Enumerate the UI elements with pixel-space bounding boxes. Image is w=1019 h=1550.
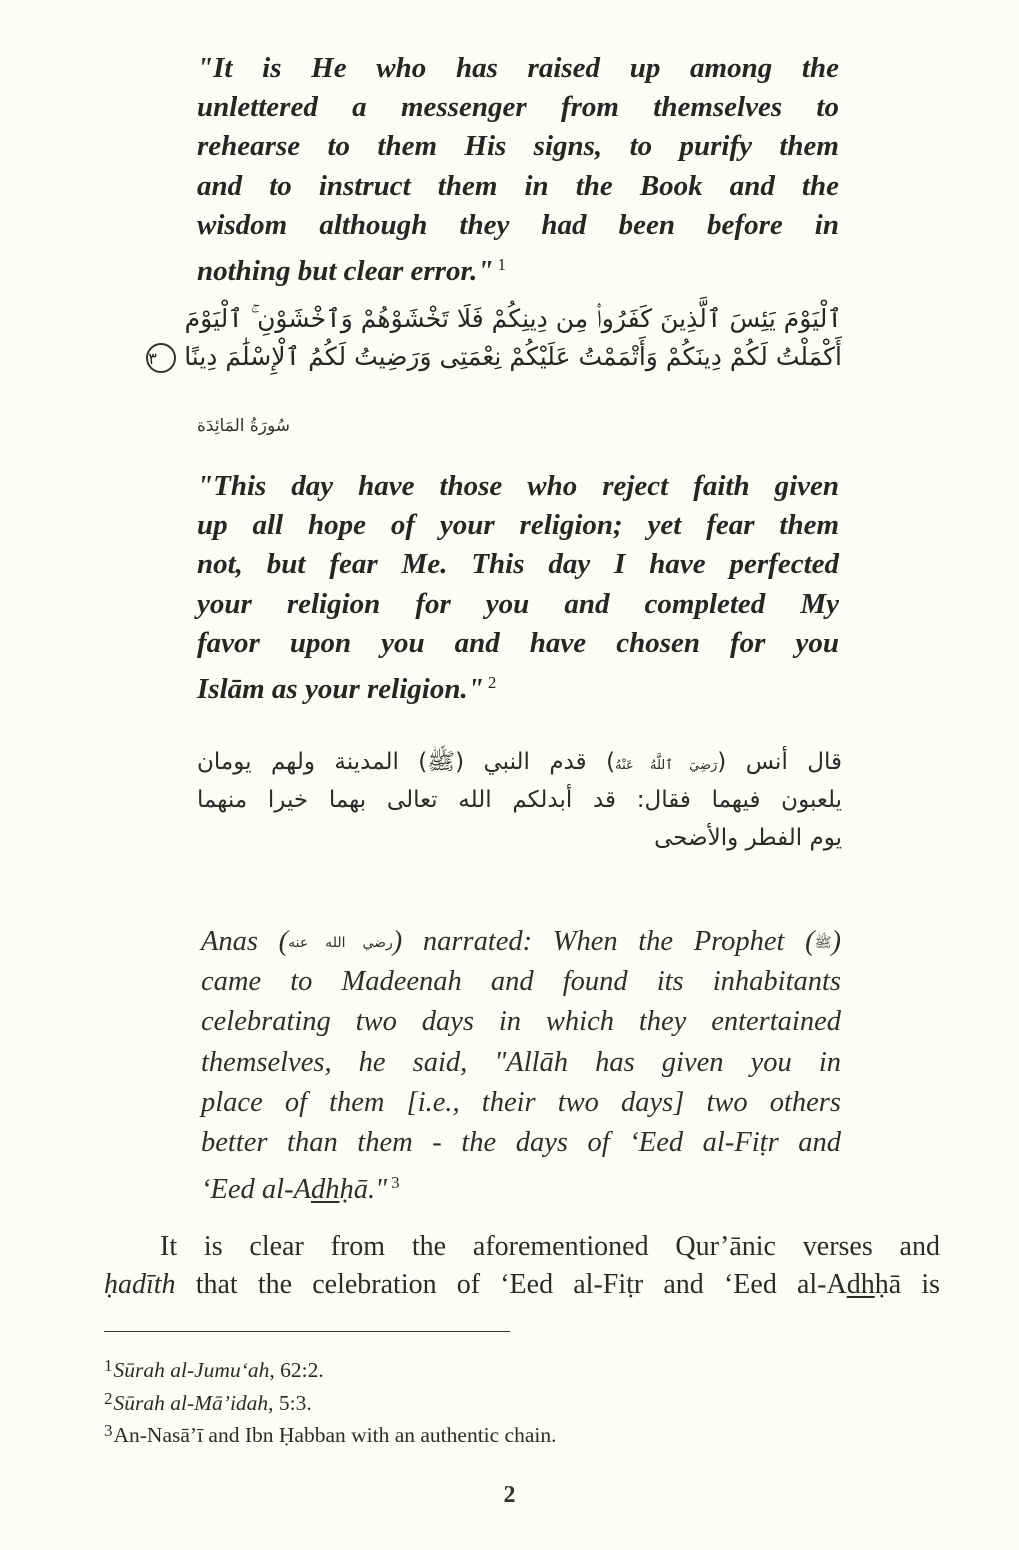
footnote-ref-text: , 5:3.	[268, 1390, 312, 1415]
honorific-companion-icon: رَضِيَ ٱللَّهُ عَنْهُ	[615, 758, 718, 773]
arabic-text: المدينة ولهم يومان	[197, 749, 399, 775]
hadith-line: themselves, he said, "Allāh has given you in	[201, 1046, 841, 1078]
footnote-ref-text: An-Nasā’ī and Ibn Ḥabban with an authentic chain.	[113, 1423, 557, 1447]
italic-term: ḥadīth	[104, 1269, 176, 1300]
quote-text: Islām as your religion."	[197, 672, 484, 705]
verse-number-ornament-icon: ٣	[146, 343, 176, 373]
underlined-text: dh	[846, 1269, 875, 1300]
arabic-verse-text: أَكْمَلْتُ لَكُمْ دِينَكُمْ وَأَتْمَمْتُ عَلَيْكُمْ نِعْمَتِى وَرَضِيتُ لَكُمُ ٱلْإِسْلَٰمَ دِينًا	[184, 342, 842, 371]
footnote-3	[104, 1417, 804, 1450]
footnote-1	[104, 1352, 804, 1385]
footnote-2	[104, 1385, 804, 1418]
quote-line-last	[197, 663, 839, 705]
arabic-hadith-line: يوم الفطر والأضحى	[654, 825, 842, 851]
page-number: 2	[503, 1482, 516, 1508]
footnote-source: Sūrah al-Jumu‘ah	[113, 1358, 270, 1382]
text: ḥā is	[874, 1269, 940, 1300]
quote-line-last	[197, 245, 839, 287]
footnote-number: 1	[104, 1356, 113, 1375]
quote-line: up all hope of your religion; yet fear them	[197, 509, 839, 542]
underlined-text: dh	[311, 1174, 340, 1206]
paragraph-line: It is clear from the aforementioned Qur’ānic verses and	[160, 1231, 940, 1262]
quote-line: favor upon you and have chosen for you	[197, 626, 839, 659]
quote-line: rehearse to them His signs, to purify them	[197, 130, 839, 163]
surah-label: سُورَةُ المَائِدَة	[197, 416, 291, 436]
footnote-ref-3: 3	[391, 1173, 400, 1193]
footnote-divider	[104, 1331, 510, 1332]
arabic-verse-line: ٱلْيَوْمَ يَئِسَ ٱلَّذِينَ كَفَرُوا۟ مِن دِينِكُمْ فَلَا تَخْشَوْهُمْ وَٱخْشَوْنِ ۚ ٱلْيَوْمَ	[184, 304, 842, 333]
hadith-line-last	[201, 1163, 841, 1206]
arabic-text: قال أنس	[745, 749, 842, 775]
footnote-ref-text: , 62:2.	[269, 1358, 324, 1382]
text: ḥā."	[339, 1174, 388, 1206]
quote-line: and to instruct them in the Book and the	[197, 169, 839, 202]
footnote-source: Sūrah al-Mā’idah	[113, 1390, 269, 1415]
hadith-line: place of them [i.e., their two days] two others	[201, 1086, 841, 1118]
quote-text: nothing but clear error."	[197, 254, 494, 287]
text: that the celebration of ‘Eed al-Fiṭr and ‘Eed al-A	[175, 1269, 847, 1300]
quote-line: your religion for you and completed My	[197, 587, 839, 620]
quran-quote-maidah	[197, 467, 839, 705]
honorific-companion-icon: رضي الله عنه	[288, 936, 393, 951]
footnote-number: 3	[104, 1421, 113, 1440]
honorific-prophet-icon: ﷺ	[427, 749, 456, 775]
text: ) narrated: When the Prophet (	[392, 926, 815, 957]
paragraph-line	[104, 1266, 940, 1304]
text: ‘Eed al-A	[201, 1174, 311, 1206]
body-paragraph	[104, 1228, 940, 1304]
honorific-prophet-icon: ﷺ	[814, 936, 832, 951]
quran-quote-jumuah	[197, 49, 839, 287]
quote-line: "It is He who has raised up among the	[197, 52, 839, 84]
arabic-verse-line	[148, 338, 842, 376]
quote-line: unlettered a messenger from themselves to	[197, 91, 839, 124]
hadith-line	[201, 922, 841, 962]
arabic-hadith-line: يلعبون فيهما فقال: قد أبدلكم الله تعالى بهما خيرا منهما	[197, 787, 842, 813]
hadith-line: better than them - the days of ‘Eed al-Fiṭr and	[201, 1126, 841, 1158]
hadith-line: came to Madeenah and found its inhabitants	[201, 966, 841, 998]
quote-line: "This day have those who reject faith given	[197, 470, 839, 502]
quote-line: not, but fear Me. This day I have perfected	[197, 548, 839, 581]
footnote-ref-1: 1	[497, 254, 506, 274]
hadith-line: celebrating two days in which they entertained	[201, 1006, 841, 1038]
hadith-translation	[201, 922, 841, 1206]
arabic-text: قدم النبي	[483, 749, 587, 775]
quote-line: wisdom although they had been before in	[197, 208, 839, 241]
text: )	[831, 926, 841, 957]
footnote-ref-2: 2	[487, 672, 497, 692]
footnote-number: 2	[104, 1388, 113, 1408]
arabic-hadith-block	[197, 743, 842, 857]
text: Anas (	[201, 926, 289, 957]
arabic-hadith-line: قال أنس (رَضِيَ ٱللَّهُ عَنْهُ) قدم النبي (ﷺ) المدينة ولهم يومان	[197, 749, 842, 775]
arabic-verse-block	[148, 300, 842, 376]
footnotes	[104, 1352, 804, 1450]
